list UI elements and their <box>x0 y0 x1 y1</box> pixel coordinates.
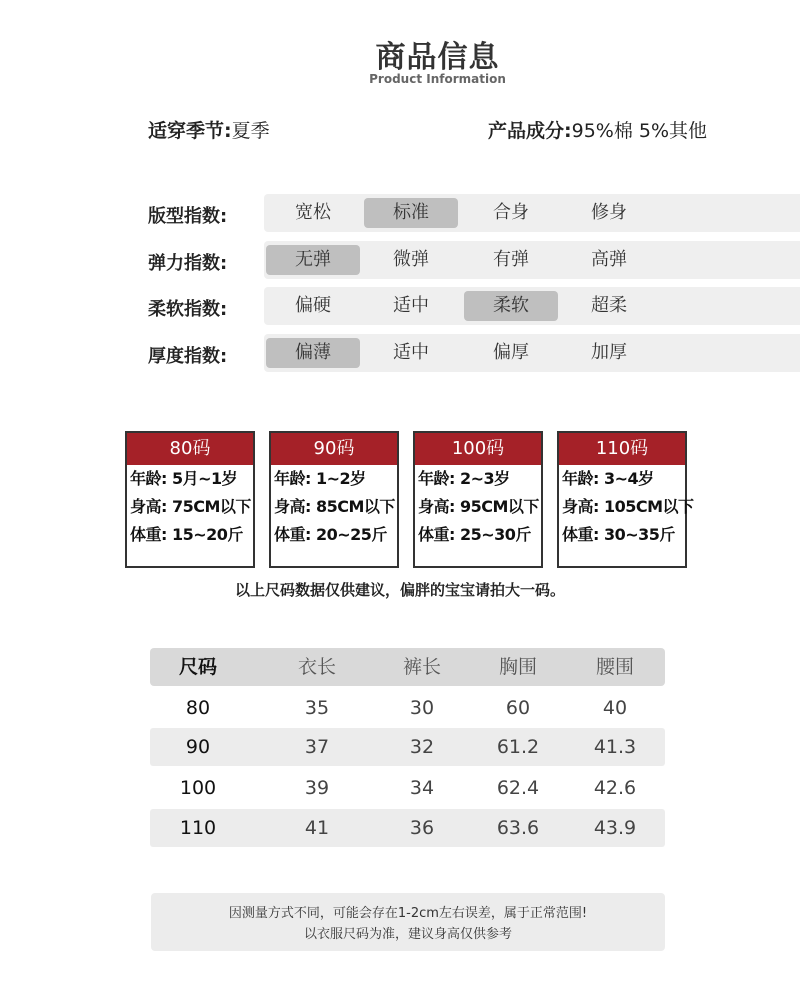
material-info <box>488 116 707 143</box>
index-option: 偏硬 <box>295 295 331 316</box>
index-option: 适中 <box>393 295 429 316</box>
size-card-title: 80码 <box>127 433 253 465</box>
table-row <box>150 809 665 847</box>
index-option: 适中 <box>393 342 429 363</box>
table-cell: 60 <box>505 697 531 719</box>
table-cell: 39 <box>304 777 330 799</box>
table-header-cell: 胸围 <box>498 656 537 678</box>
size-card-weight: 体重: 25~30斤 <box>418 525 531 544</box>
table-cell: 40 <box>602 697 628 719</box>
size-card-weight: 体重: 20~25斤 <box>274 525 387 544</box>
disclaimer-line: 以衣服尺码为准，建议身高仅供参考 <box>303 927 512 942</box>
index-bar <box>264 241 800 279</box>
table-row <box>150 689 665 727</box>
index-label: 厚度指数: <box>148 346 228 367</box>
table-cell: 30 <box>409 697 435 719</box>
size-card <box>125 431 255 568</box>
table-cell: 61.2 <box>496 736 540 758</box>
table-cell: 80 <box>185 697 211 719</box>
size-card-weight: 体重: 15~20斤 <box>130 525 243 544</box>
table-cell: 90 <box>185 736 211 758</box>
size-card-weight: 体重: 30~35斤 <box>562 525 675 544</box>
size-card-title: 90码 <box>271 433 397 465</box>
index-option-selected: 标准 <box>364 198 458 228</box>
index-option: 微弹 <box>393 249 429 270</box>
table-cell: 43.9 <box>593 817 637 839</box>
size-card-height: 身高: 85CM以下 <box>274 497 395 516</box>
index-label: 柔软指数: <box>148 299 228 320</box>
table-header-cell: 腰围 <box>595 656 634 678</box>
table-cell: 35 <box>304 697 330 719</box>
index-option: 超柔 <box>591 295 627 316</box>
size-card-height: 身高: 95CM以下 <box>418 497 539 516</box>
size-card-age: 年龄: 3~4岁 <box>562 469 654 488</box>
table-header-cell: 裤长 <box>402 656 441 678</box>
table-row <box>150 728 665 766</box>
size-card-height: 身高: 75CM以下 <box>130 497 251 516</box>
material-value: 95%棉 5%其他 <box>571 120 708 142</box>
index-bar <box>264 334 800 372</box>
size-card <box>269 431 399 568</box>
page-title: 商品信息 <box>375 40 500 75</box>
table-cell: 36 <box>409 817 435 839</box>
index-option-selected: 柔软 <box>464 291 558 321</box>
index-option-selected: 无弹 <box>266 245 360 275</box>
season-info <box>148 116 270 143</box>
disclaimer-line: 因测量方式不同，可能会存在1-2cm左右误差，属于正常范围! <box>228 906 588 921</box>
table-cell: 37 <box>304 736 330 758</box>
index-option: 有弹 <box>493 249 529 270</box>
size-card-age: 年龄: 5月~1岁 <box>130 469 238 488</box>
table-cell: 62.4 <box>496 777 540 799</box>
material-label: 产品成分: <box>488 120 572 142</box>
index-label: 版型指数: <box>148 206 228 227</box>
index-option: 加厚 <box>591 342 627 363</box>
page-subtitle: Product Information <box>369 72 506 86</box>
size-card-age: 年龄: 2~3岁 <box>418 469 510 488</box>
index-option: 偏厚 <box>493 342 529 363</box>
index-option: 宽松 <box>295 202 331 223</box>
size-card-title: 110码 <box>559 433 685 465</box>
index-option: 合身 <box>493 202 529 223</box>
table-cell: 41.3 <box>593 736 637 758</box>
index-option: 高弹 <box>591 249 627 270</box>
size-table-header <box>150 648 665 686</box>
table-cell: 34 <box>409 777 435 799</box>
table-cell: 100 <box>179 777 217 799</box>
season-value: 夏季 <box>231 120 270 142</box>
size-card-title: 100码 <box>415 433 541 465</box>
size-card <box>557 431 694 568</box>
table-cell: 41 <box>304 817 330 839</box>
index-bar <box>264 194 800 232</box>
table-header-cell: 衣长 <box>297 656 336 678</box>
table-cell: 63.6 <box>496 817 540 839</box>
index-label: 弹力指数: <box>148 253 228 274</box>
table-cell: 110 <box>179 817 217 839</box>
size-note: 以上尺码数据仅供建议，偏胖的宝宝请拍大一码。 <box>234 581 565 599</box>
table-cell: 32 <box>409 736 435 758</box>
size-card-height: 身高: 105CM以下 <box>562 497 694 516</box>
table-cell: 42.6 <box>593 777 637 799</box>
index-bar <box>264 287 800 325</box>
size-card <box>413 431 543 568</box>
table-header-cell: 尺码 <box>178 656 217 678</box>
index-option-selected: 偏薄 <box>266 338 360 368</box>
season-label: 适穿季节: <box>148 120 232 142</box>
size-card-age: 年龄: 1~2岁 <box>274 469 366 488</box>
disclaimer-box <box>151 893 665 951</box>
table-row <box>150 769 665 807</box>
index-option: 修身 <box>591 202 627 223</box>
